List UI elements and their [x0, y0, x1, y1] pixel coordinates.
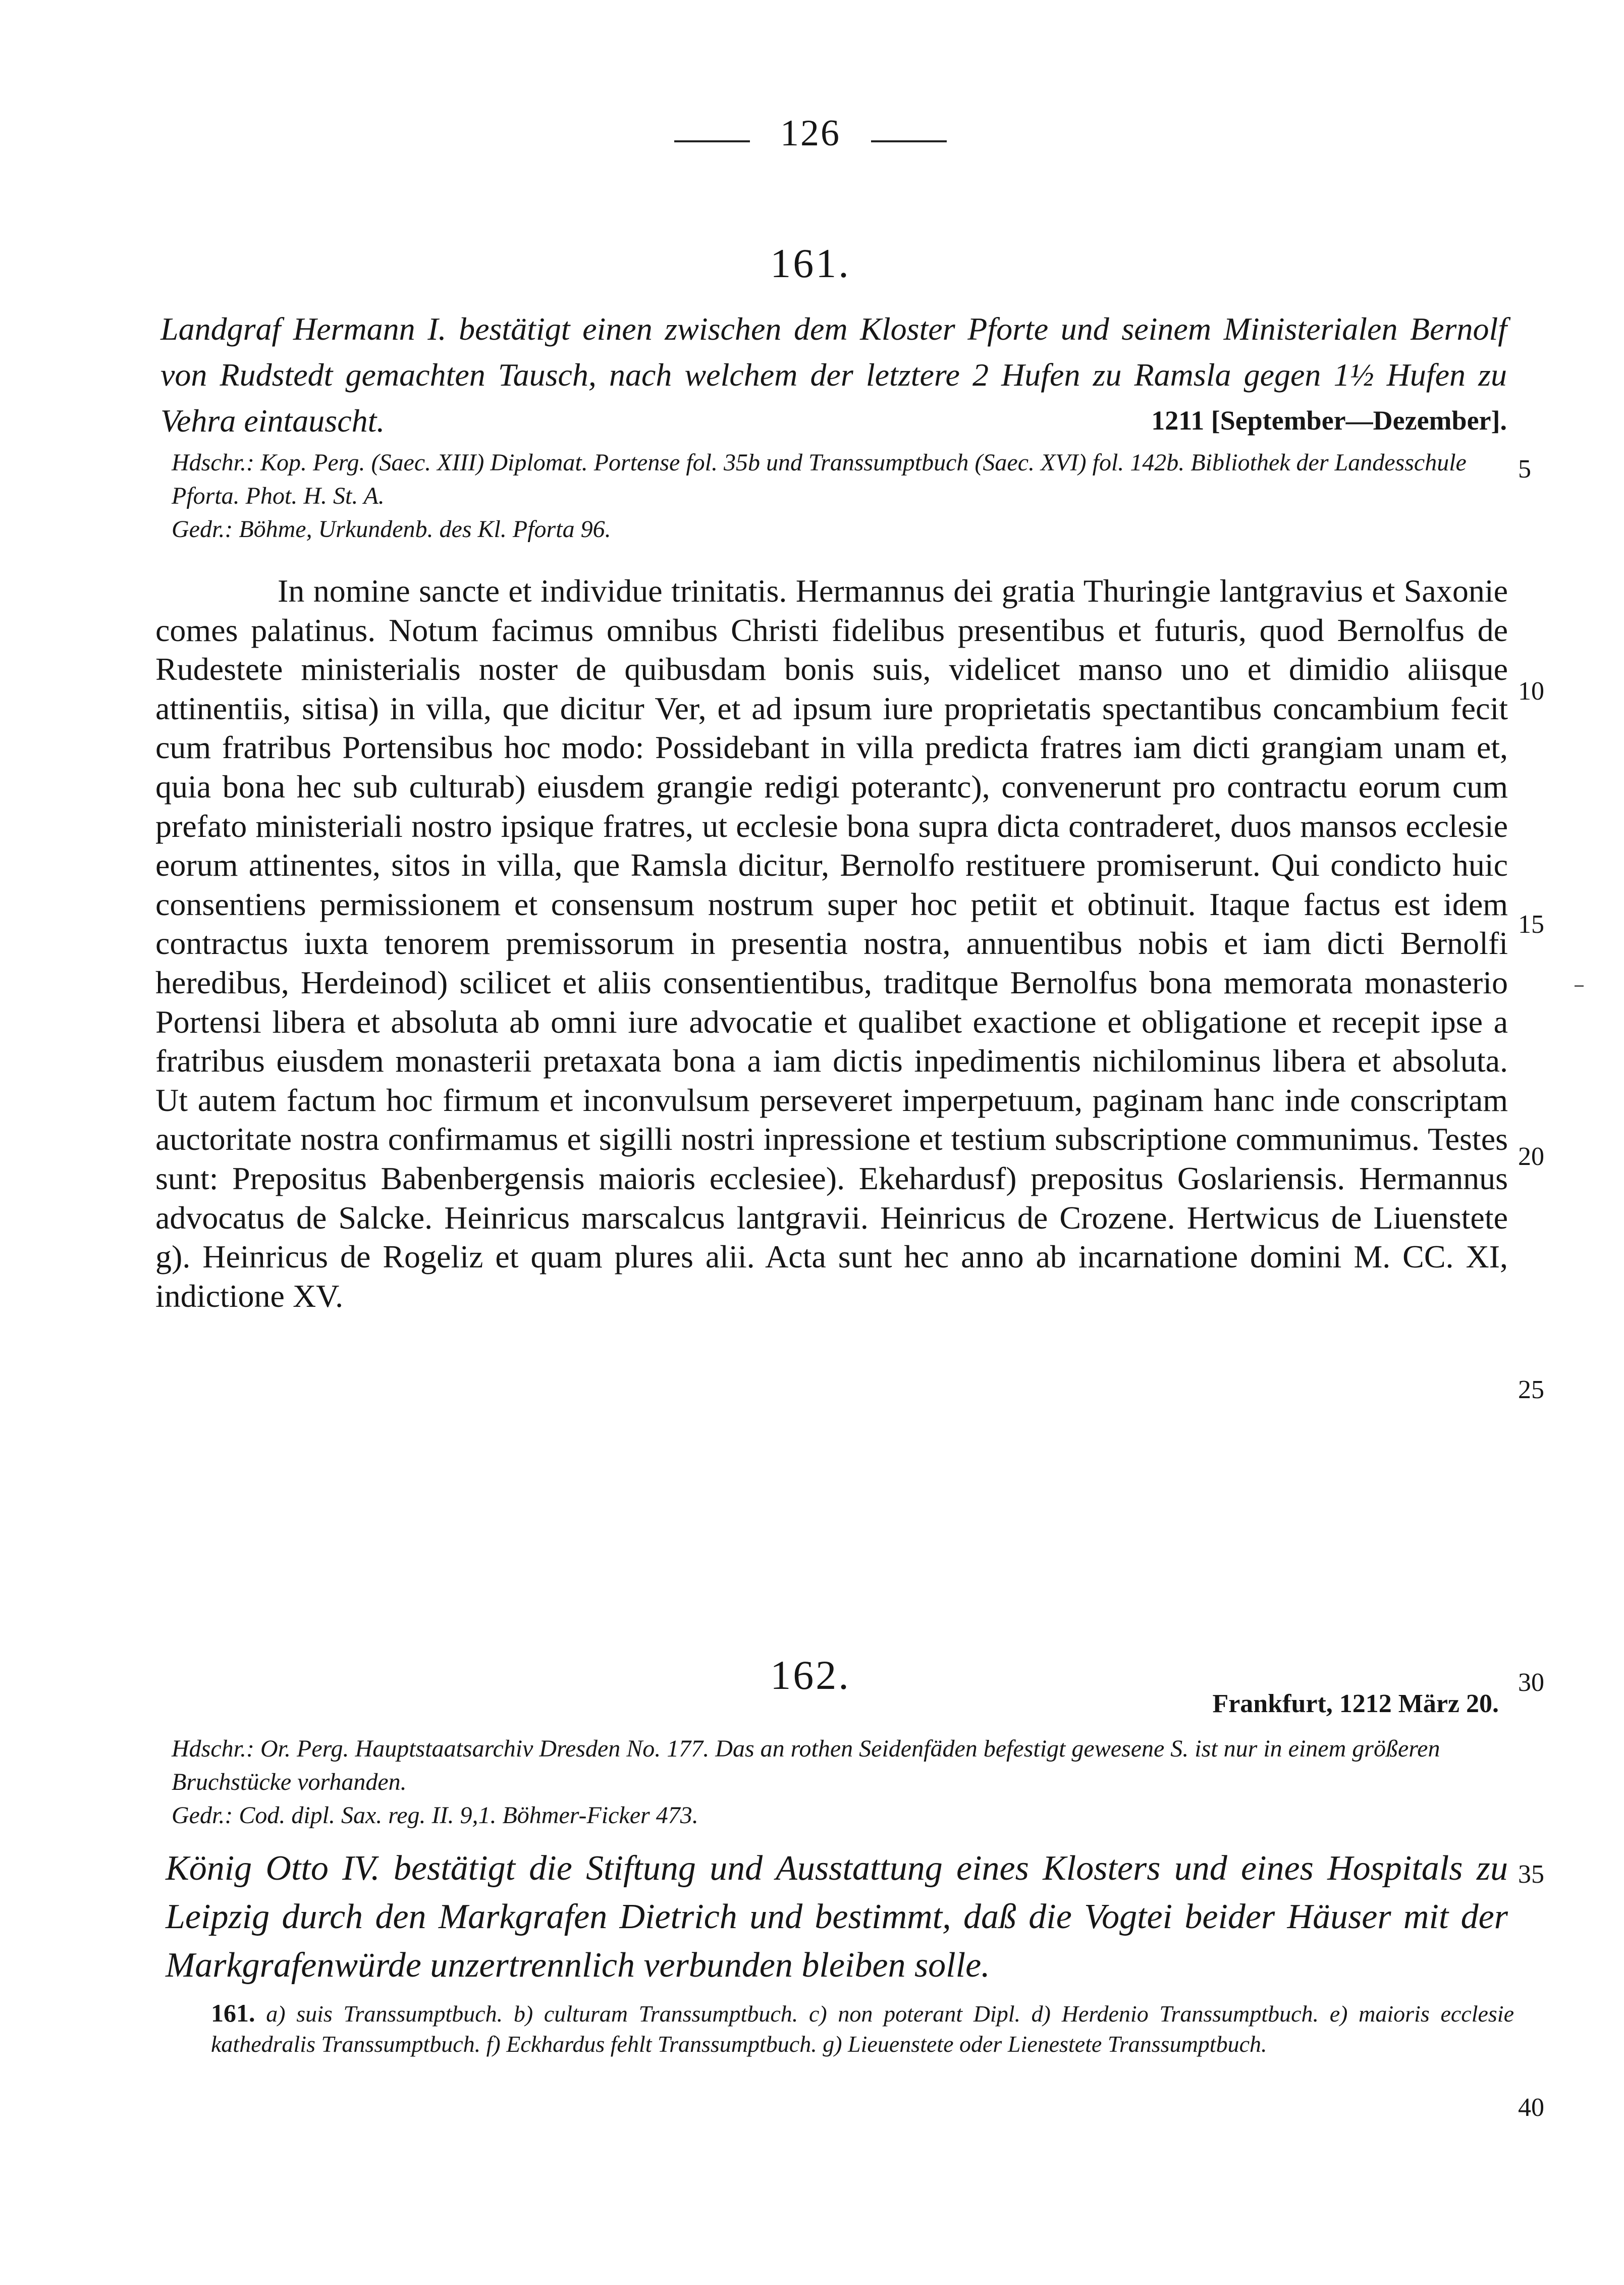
- line-number-25: 25: [1518, 1375, 1544, 1404]
- doc162-sources: Hdschr.: Or. Perg. Hauptstaatsarchiv Dresden No. 177. Das an rothen Seidenfäden befestigt gewesene S. ist nur in einem größeren Bruchstücke vorhanden.: [172, 1735, 1440, 1795]
- doc161-date: 1211 [September—Dezember].: [1151, 405, 1507, 436]
- document-number-161: 161.: [770, 240, 851, 286]
- line-number-15: 15: [1518, 910, 1544, 939]
- line-number-5: 5: [1518, 455, 1531, 484]
- doc161-text: [155, 571, 1508, 1315]
- footnote-label: 161.: [211, 1999, 255, 2027]
- doc161-apparatus: [172, 446, 1514, 546]
- doc162-apparatus: [172, 1732, 1514, 1832]
- line-number-35: 35: [1518, 1860, 1544, 1889]
- page-header: [674, 112, 947, 163]
- header-rule-right: [871, 140, 947, 142]
- doc161-text-paragraph: In nomine sancte et individue trinitatis. Hermannus dei gratia Thuringie lantgravius et Saxonie comes palatinus. Notum facimus omnibus Christi fidelibus presentibus et futuris, quod Bernolfus de Rudestete ministerialis noster de quibusdam bonis suis, videlicet manso uno et dimidio aliisque attinentiis, sitisa) in villa, que dicitur Ver, et ad ipsum iure proprietatis spectantibus concambium fecit cum fratribus Portensibus hoc modo: Possidebant in villa predicta fratres iam dicti grangiam unam et, quia bona hec sub culturab) eiusdem grangie redigi poterantc), convenerunt pro contractu eorum cum prefato ministeriali nostro ipsique fratres, ut ecclesie bona supra dicta contraderet, duos mansos ecclesie eorum attinentes, sitos in villa, que Ramsla dicitur, Bernolfo restituere promiserunt. Qui condicto huic consentiens permissionem et consensum nostrum super hoc petiit et obtinuit. Itaque factus est idem contractus iuxta tenorem premissorum in presentia nostra, annuentibus nobis et iam dicti Bernolfi heredibus, Herdeinod) scilicet et aliis consentientibus, traditque Bernolfus bona memorata monasterio Portensi libera et absoluta ab omni iure advocatie et qualibet exactione et obligatione et recepit ipse a fratribus eiusdem monasterii pretaxata bona a iam dictis inpedimentis nichilominus libera et absoluta. Ut autem factum hoc firmum et inconvulsum perseveret imperpetuum, paginam hanc inde conscriptam auctoritate nostra confirmamus et sigilli nostri inpressione et testium subscriptione communimus. Testes sunt: Prepositus Babenbergensis maioris ecclesiee). Ekehardusf) prepositus Goslariensis. Hermannus advocatus de Salcke. Heinricus marscalcus lantgravii. Heinricus de Crozene. Hertwicus de Liuenstete g). Heinricus de Rogeliz et quam plures alii. Acta sunt hec anno ab incarnatione domini M. CC. XI, indictione XV.: [155, 573, 1508, 1314]
- doc162-printed: Gedr.: Cod. dipl. Sax. reg. II. 9,1. Böhmer-Ficker 473.: [172, 1802, 698, 1829]
- footnote-text: a) suis Transsumptbuch. b) culturam Transsumptbuch. c) non poterant Dipl. d) Herdenio Transsumptbuch. e) maioris ecclesie kathedralis Transsumptbuch. f) Eckhardus fehlt Transsumptbuch. g) Lieuenstete oder Lienestete Transsumptbuch.: [211, 2001, 1514, 2057]
- margin-dash-mark: [1575, 985, 1584, 987]
- line-number-10: 10: [1518, 677, 1544, 706]
- doc161-printed: Gedr.: Böhme, Urkundenb. des Kl. Pforta 96.: [172, 516, 611, 543]
- line-number-20: 20: [1518, 1142, 1544, 1171]
- footnotes: [211, 1998, 1514, 2059]
- page-number: 126: [780, 113, 841, 154]
- doc161-sources: Hdschr.: Kop. Perg. (Saec. XIII) Diplomat. Portense fol. 35b und Transsumptbuch (Saec. XVI) fol. 142b. Bibliothek der Landesschule Pforta. Phot. H. St. A.: [172, 449, 1467, 509]
- line-number-30: 30: [1518, 1668, 1544, 1697]
- doc161-summary-text: Landgraf Hermann I. bestätigt einen zwischen dem Kloster Pforte und seinem Ministerialen Bernolf von Rudstedt gemachten Tausch, nach welchem der letztere 2 Hufen zu Ramsla gegen 1½ Hufen zu Vehra eintauscht.: [160, 311, 1507, 439]
- document-number-162: 162.: [770, 1652, 851, 1698]
- doc162-place-date: Frankfurt, 1212 März 20.: [1212, 1689, 1499, 1718]
- doc161-summary: [160, 306, 1507, 444]
- doc162-summary: König Otto IV. bestätigt die Stiftung und Ausstattung eines Klosters und eines Hospitals zu Leipzig durch den Markgrafen Dietrich und bestimmt, daß die Vogtei beider Häuser mit der Markgrafenwürde unzertrennlich verbunden bleiben solle.: [166, 1849, 1508, 1985]
- line-number-40: 40: [1518, 2093, 1544, 2122]
